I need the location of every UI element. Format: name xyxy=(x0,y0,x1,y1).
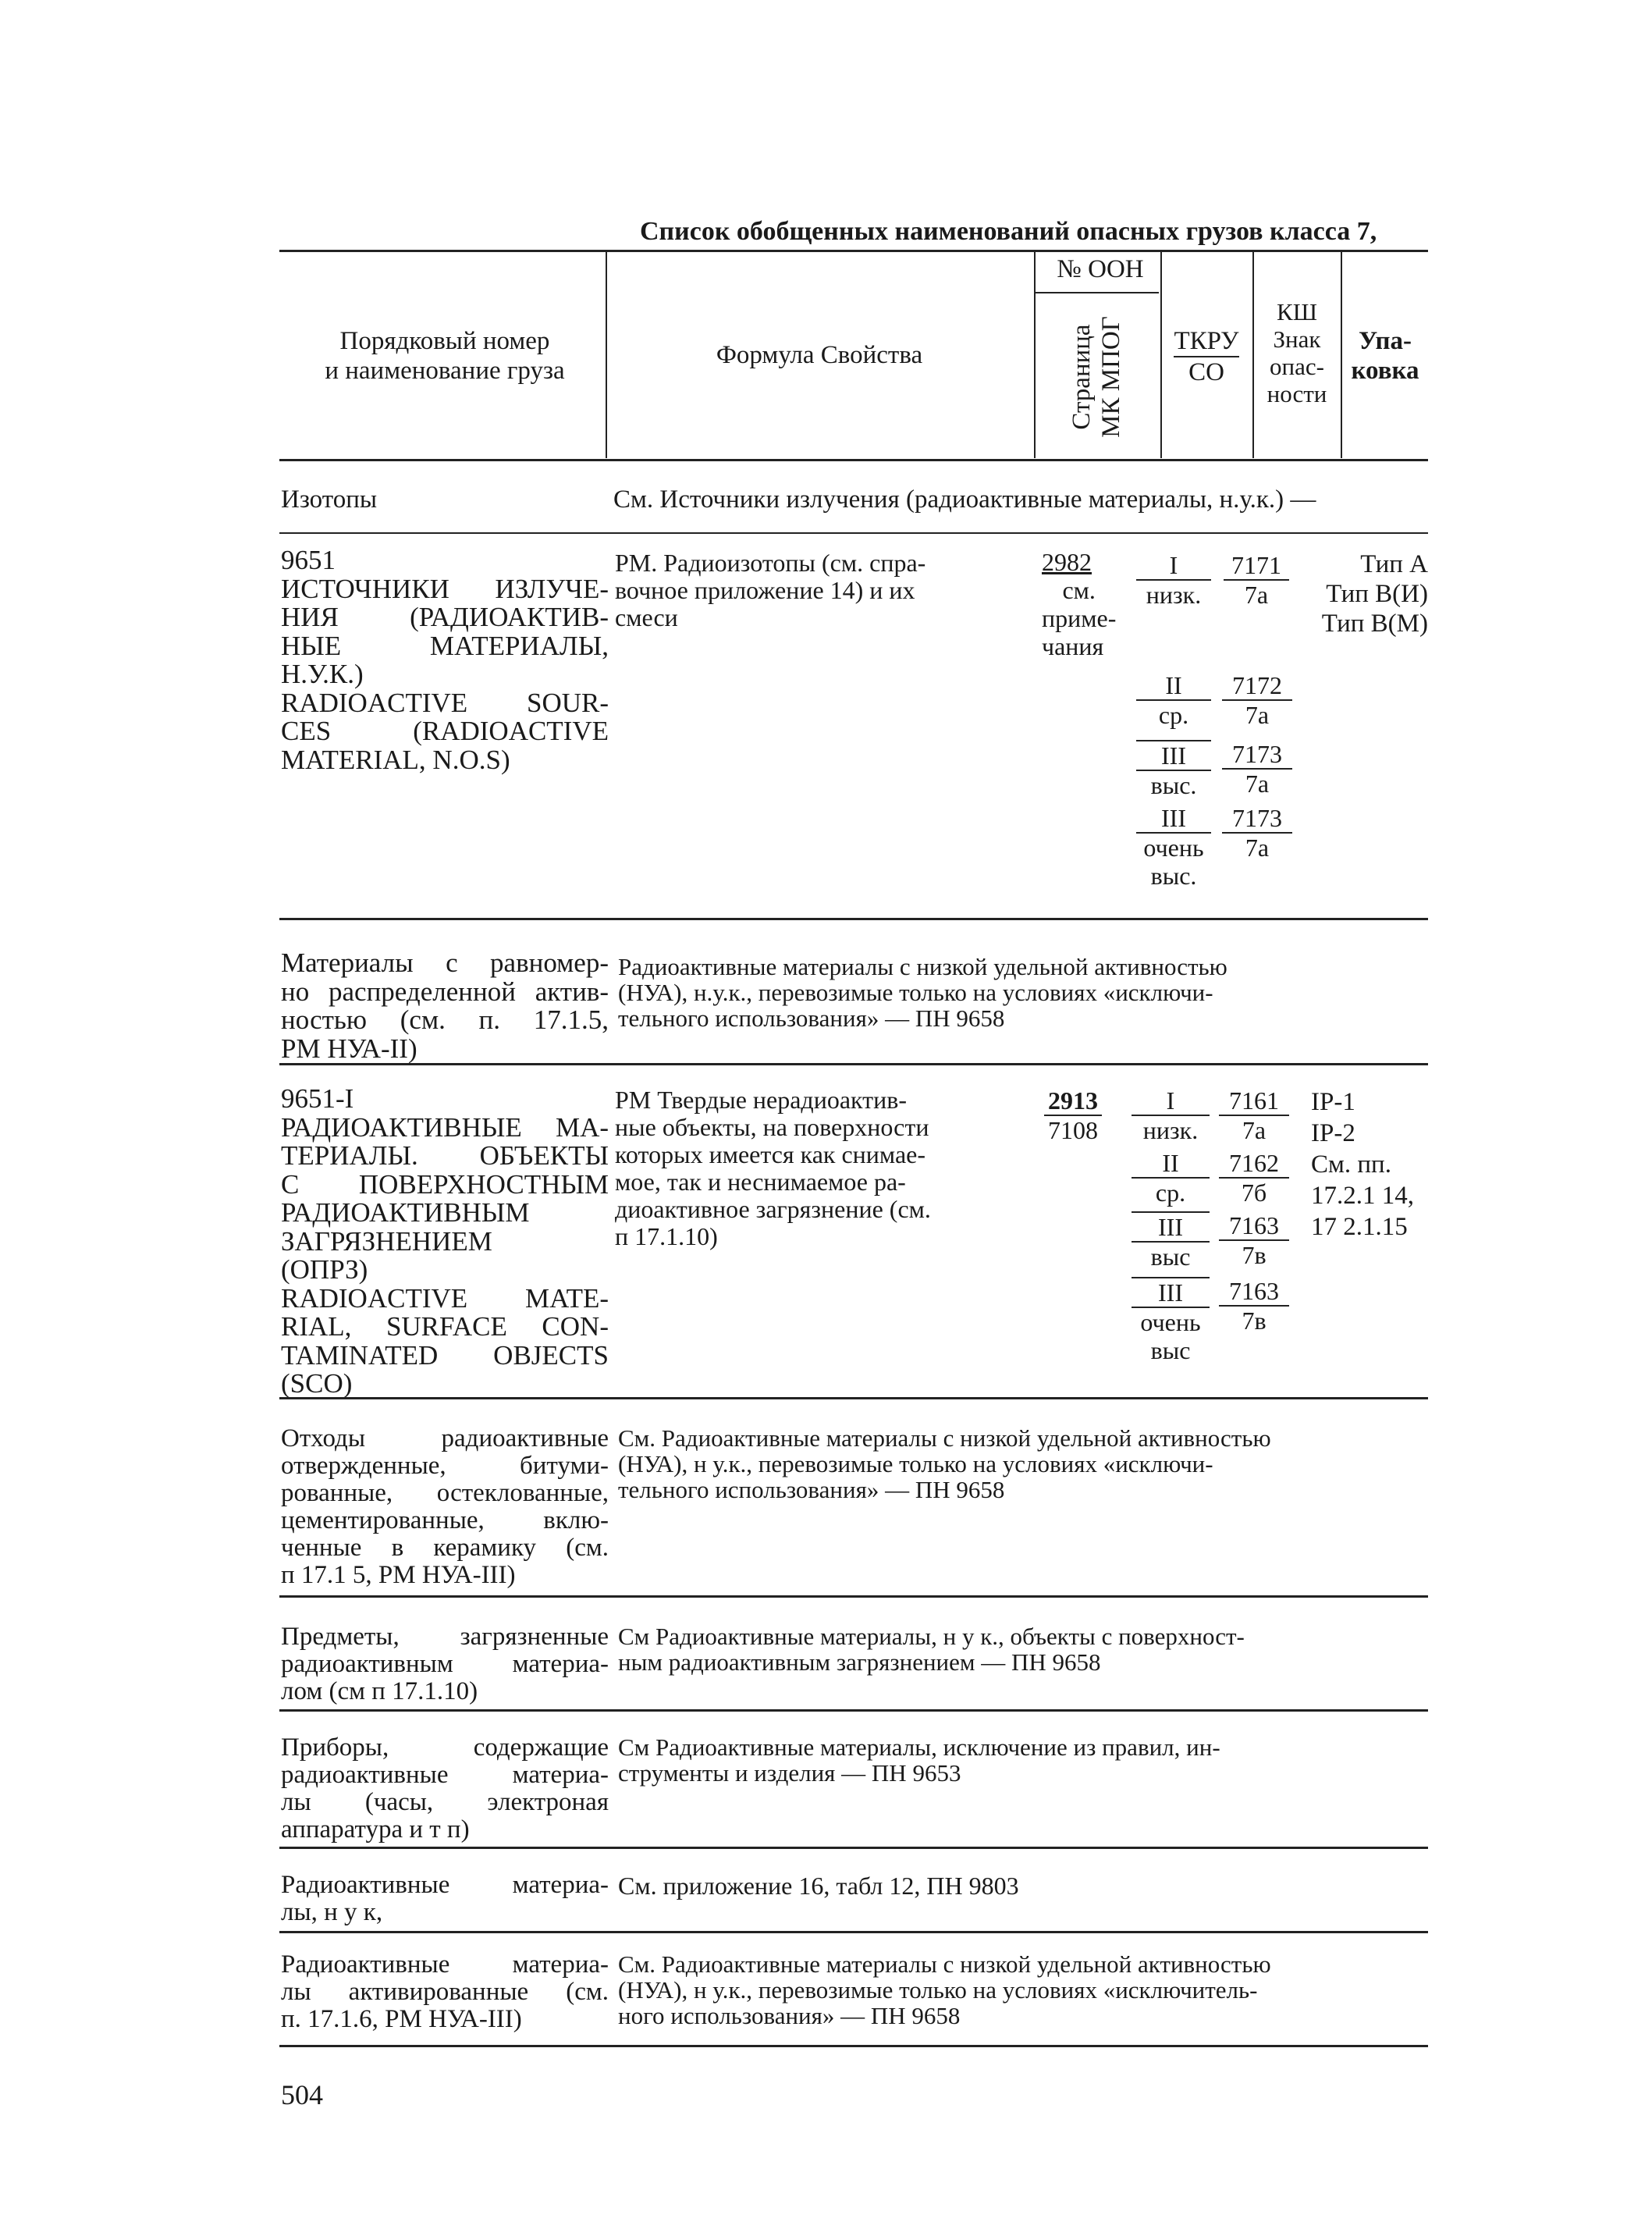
row-contaminated-name: Предметы, загрязненные радиоактивным материа- лом (см п 17.1.10) xyxy=(281,1623,609,1705)
row-separator xyxy=(279,1397,1428,1399)
row-separator xyxy=(279,1847,1428,1849)
ksh-fraction: 7173 7а xyxy=(1222,740,1292,798)
row-isotopes-desc: См. Источники излучения (радиоактивные материалы, н.у.к.) — xyxy=(613,485,1316,514)
row-separator xyxy=(279,1063,1428,1065)
row-devices-desc: См Радиоактивные материалы, исключение из правил, ин- струменты и изделия — ПН 9653 xyxy=(618,1733,1220,1787)
ksh-fraction: 7163 7в xyxy=(1219,1277,1289,1335)
header-col-formula: Формула Свойства xyxy=(716,341,923,369)
row-nos-desc: См. приложение 16, табл 12, ПН 9803 xyxy=(618,1872,1019,1900)
ksh-fraction: 7161 7а xyxy=(1219,1086,1289,1144)
ksh-fraction: 7162 7б xyxy=(1219,1149,1289,1207)
tkru-fraction: III выс. xyxy=(1136,740,1211,799)
row-9651-1-pack: IP-1 IP-2 См. пп. 17.2.1 14, 17 2.1.15 xyxy=(1311,1088,1414,1241)
ksh-fraction: 7172 7а xyxy=(1222,671,1292,729)
row-separator xyxy=(279,1595,1428,1598)
header-ksh: КШ Знак опас- ности xyxy=(1267,298,1327,407)
row-9651-1-un: $\frac{2913}{7108}$ xyxy=(1044,1086,1102,1144)
row-isotopes-name: Изотопы xyxy=(281,485,378,514)
row-waste-desc: См. Радиоактивные материалы с низкой удельной активностью (НУА), н у.к., перевозимые только на условиях «исключи- тельного использования» — ПН 9658 xyxy=(618,1424,1271,1503)
row-separator xyxy=(279,1931,1428,1933)
un-group-rule xyxy=(1034,292,1159,293)
header-pack: Упа- ковка xyxy=(1351,327,1419,385)
row-activated-desc: См. Радиоактивные материалы с низкой удельной активностью (НУА), н у.к., перевозимые только на условиях «исключитель- ного использования» — ПН 9658 xyxy=(618,1950,1271,2029)
header-bottom-rule xyxy=(279,459,1428,461)
header-un-number: № ООН xyxy=(1057,255,1144,283)
row-separator xyxy=(279,1709,1428,1712)
header-divider xyxy=(1034,251,1036,458)
row-separator xyxy=(279,918,1428,920)
row-9651-desc: РМ. Радиоизотопы (см. спра- вочное приложение 14) и их смеси xyxy=(615,549,926,631)
tkru-fraction: III выс xyxy=(1132,1211,1210,1271)
tkru-fraction: II ср. xyxy=(1132,1149,1210,1207)
row-separator xyxy=(279,532,1428,534)
tkru-fraction: III очень выс. xyxy=(1136,804,1211,890)
row-9651-1-desc: РМ Твердые нерадиоактив- ные объекты, на поверхности которых имеется как снимае- мое, так и неснимаемое ра- диоактивное загрязнение (см. п 17.1.10) xyxy=(615,1086,931,1250)
ksh-fraction: 7173 7а xyxy=(1222,804,1292,862)
row-uniform-name: Материалы с равномер- но распределенной актив- ностью (см. п. 17.1.5, РМ НУА-II) xyxy=(281,948,609,1064)
row-contaminated-desc: См Радиоактивные материалы, н у к., объекты с поверхност- ным радиоактивным загрязнением — ПН 9658 xyxy=(618,1623,1245,1676)
header-divider xyxy=(606,251,607,458)
row-9651-name: 9651 ИСТОЧНИКИ ИЗЛУЧЕ- НИЯ (РАДИОАКТИВ- НЫЕ МАТЕРИАЛЫ, Н.У.К.) RADIOACTIVE SOUR- CES (RADIOACTIVE MATERIAL, N.O.S) xyxy=(281,545,609,775)
tkru-fraction: III очень выс xyxy=(1132,1277,1210,1364)
ksh-fraction: 7163 7в xyxy=(1219,1211,1289,1269)
tkru-fraction: I низк. xyxy=(1136,551,1211,609)
row-uniform-desc: Радиоактивные материалы с низкой удельной активностью (НУА), н.у.к., перевозимые только на условиях «исключи- тельного использования» — ПН 9658 xyxy=(618,953,1227,1032)
row-nos-name: Радиоактивные материа- лы, н у к, xyxy=(281,1871,609,1926)
header-page-vertical: Страница МК МПОГ xyxy=(1068,316,1125,438)
table-top-rule xyxy=(279,250,1428,252)
page-title: Список обобщенных наименований опасных грузов класса 7, xyxy=(640,217,1377,246)
header-divider xyxy=(1252,251,1254,458)
tkru-fraction: II ср. xyxy=(1136,671,1211,729)
row-9651-1-name: 9651-I РАДИОАКТИВНЫЕ МА- ТЕРИАЛЫ. ОБЪЕКТЫ С ПОВЕРХНОСТНЫМ РАДИОАКТИВНЫМ ЗАГРЯЗНЕНИЕМ (ОПРЗ) RADIOACTIVE MATE- RIAL, SURFACE CON- TAMINATED OBJECTS (SCO) xyxy=(281,1083,609,1399)
row-activated-name: Радиоактивные материа- лы активированные (см. п. 17.1.6, РМ НУА-III) xyxy=(281,1950,609,2033)
header-divider xyxy=(1160,251,1162,458)
row-9651-un: 2982 см. приме- чания xyxy=(1042,548,1117,660)
row-devices-name: Приборы, содержащие радиоактивные материа- лы (часы, электроная аппаратура и т п) xyxy=(281,1733,609,1844)
header-col-number: Порядковый номер и наименование груза xyxy=(325,327,565,385)
ksh-fraction: 7171 7а xyxy=(1224,551,1289,609)
table-bottom-rule xyxy=(279,2045,1428,2047)
row-waste-name: Отходы радиоактивные отвержденные, битуми- рованные, остеклованные, цементированные, вклю- ченные в керамику (см. п 17.1 5, РМ НУА-III) xyxy=(281,1424,609,1589)
header-tkru: ТКРУ СО xyxy=(1174,327,1239,386)
page-number: 504 xyxy=(281,2079,323,2110)
tkru-fraction: I низк. xyxy=(1132,1086,1210,1144)
row-9651-pack: Тип А Тип В(И) Тип В(М) xyxy=(1321,550,1428,638)
